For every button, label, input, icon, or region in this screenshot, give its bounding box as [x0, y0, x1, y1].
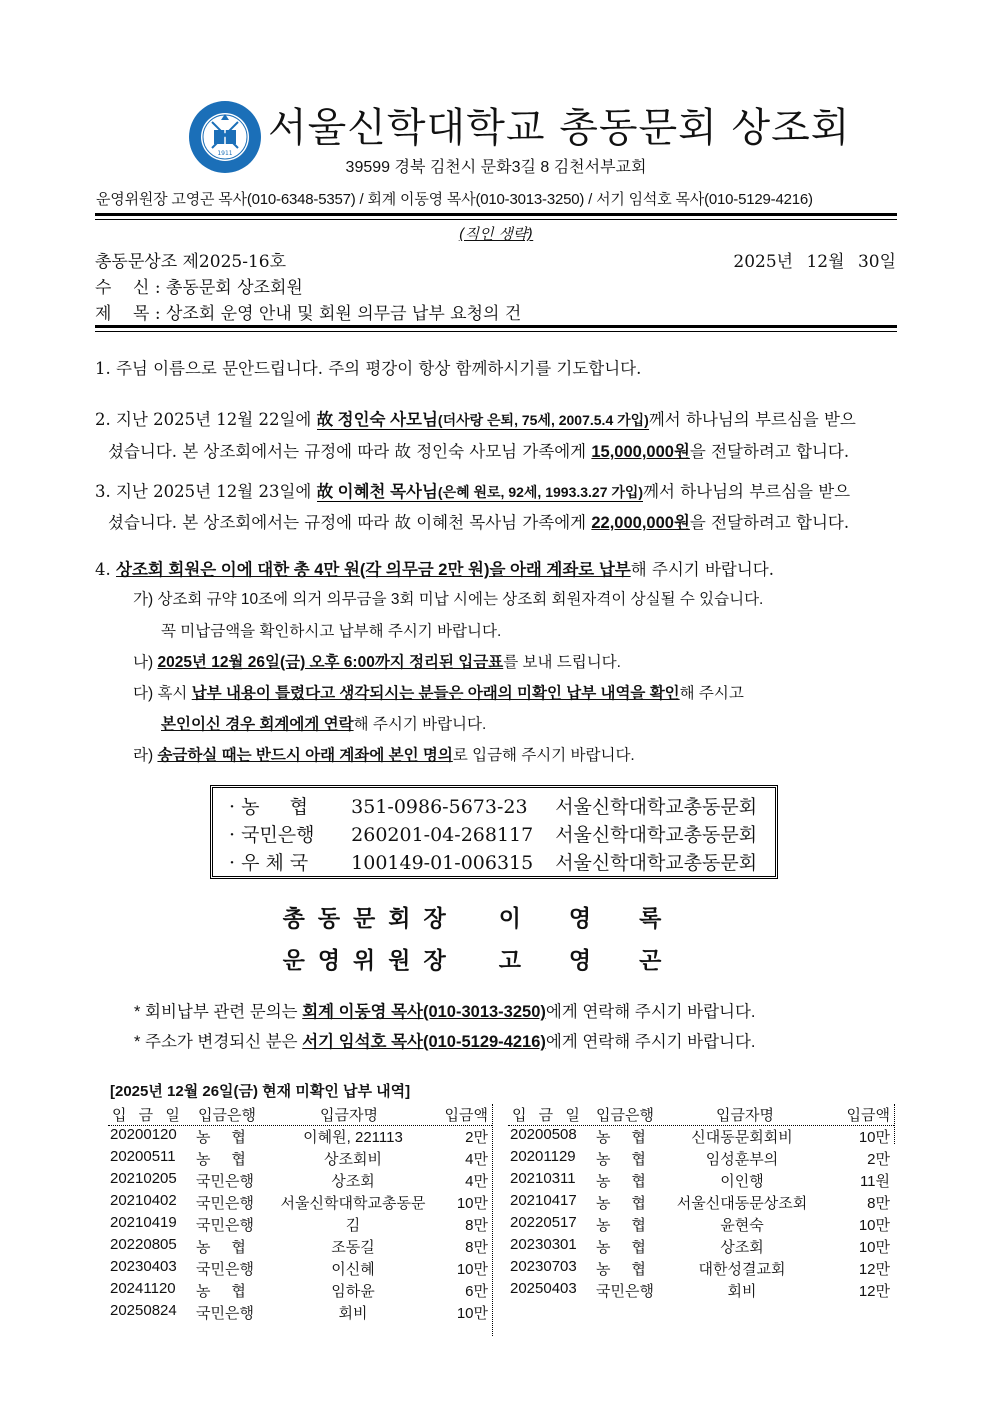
seal-omitted-note: (직인 생략)	[458, 225, 534, 243]
depositor-name: 회비	[727, 1283, 757, 1300]
table-row	[508, 1280, 894, 1302]
signature-committee-chair: 운영위원장 고영곤	[282, 948, 710, 974]
deposit-date: 20230703	[510, 1258, 577, 1275]
table-column-divider	[492, 1104, 493, 1336]
account-row: · 국민은행 260201-04-268117 서울신학대학교총동문회	[229, 824, 758, 846]
deposit-date: 20200120	[110, 1126, 177, 1143]
table-row	[108, 1258, 492, 1280]
deposit-bank: 농 협	[196, 1151, 246, 1168]
deposit-date: 20250403	[510, 1280, 577, 1297]
deposit-bank: 농 협	[596, 1239, 646, 1256]
paragraph-3-line-2: 셨습니다. 본 상조회에서는 규정에 따라 故 이혜천 목사님 가족에게 22,000,000원을 전달하려고 합니다.	[108, 513, 850, 532]
deposit-date: 20230403	[110, 1258, 177, 1275]
item-ga-line-1: 가) 상조회 규약 10조에 의거 의무금을 3회 미납 시에는 상조회 회원자격이 상실될 수 있습니다.	[133, 591, 764, 608]
depositor-name: 상조회비	[324, 1151, 382, 1168]
document-title: 서울신학대학교 총동문회 상조회	[268, 105, 851, 151]
paragraph-3-line-1: 3. 지난 2025년 12월 23일에 故 이혜천 목사님(은혜 원로, 92세, 1993.3.27 가입)께서 하나님의 부르심을 받으	[95, 482, 851, 501]
deposit-bank: 농 협	[196, 1283, 246, 1300]
account-row: · 우 체 국 100149-01-006315 서울신학대학교총동문회	[229, 852, 758, 874]
deposit-date: 20200511	[110, 1148, 176, 1165]
deposit-date: 20210402	[110, 1192, 177, 1209]
deposit-amount: 10만	[456, 1261, 488, 1278]
condolence-amount: 15,000,000원	[591, 443, 690, 461]
deposit-amount: 4만	[465, 1151, 488, 1168]
table-row	[508, 1126, 894, 1148]
deposit-bank: 국민은행	[196, 1261, 254, 1278]
organization-address: 39599 경북 김천시 문화3길 8 김천서부교회	[345, 159, 647, 176]
item-ga-line-2: 꼭 미납금액을 확인하시고 납부해 주시기 바랍니다.	[161, 623, 502, 640]
recipient-label: 수 신	[95, 278, 150, 298]
subject-label: 제 목	[95, 304, 150, 324]
table-row	[508, 1214, 894, 1236]
deposit-bank: 농 협	[596, 1129, 646, 1146]
table-row	[508, 1170, 894, 1192]
depositor-name: 상조회	[720, 1239, 764, 1256]
deposit-date: 20200508	[510, 1126, 577, 1143]
account-number: 100149-01-006315	[351, 852, 534, 874]
document-number: 총동문상조 제2025-16호	[95, 252, 286, 272]
table-header: 입 금 일 입금은행 입금자명 입금액	[508, 1104, 894, 1126]
deposit-amount: 6만	[465, 1283, 488, 1300]
deposit-amount: 10만	[858, 1217, 890, 1234]
deposit-date: 20220805	[110, 1236, 177, 1253]
deposit-date: 20241120	[110, 1280, 176, 1297]
deposit-amount: 10만	[858, 1239, 890, 1256]
staff-contact-line: 운영위원장 고영곤 목사(010-6348-5357) / 회계 이동영 목사(010-3013-3250) / 서기 임석호 목사(010-5129-4216)	[96, 191, 813, 208]
depositor-name: 김	[345, 1217, 361, 1234]
paragraph-2-line-1: 2. 지난 2025년 12월 22일에 故 정인숙 사모님(더사랑 은퇴, 75세, 2007.5.4 가입)께서 하나님의 부르심을 받으	[95, 410, 856, 429]
table-row	[108, 1236, 492, 1258]
paragraph-4: 4. 상조회 회원은 이에 대한 총 4만 원(각 의무금 2만 원)을 아래 계좌로 납부해 주시기 바랍니다.	[95, 560, 774, 579]
deposit-bank: 국민은행	[196, 1173, 254, 1190]
deposit-bank: 농 협	[596, 1261, 646, 1278]
subject-line	[95, 299, 521, 324]
unconfirmed-table-right	[508, 1104, 894, 1302]
table-row	[108, 1214, 492, 1236]
depositor-name: 대한성결교회	[698, 1261, 786, 1278]
deposit-amount: 8만	[465, 1239, 488, 1256]
table-row	[508, 1236, 894, 1258]
deposit-amount: 11원	[859, 1173, 890, 1190]
depositor-name: 신대동문회회비	[691, 1129, 793, 1146]
deposit-date: 20210417	[510, 1192, 577, 1209]
svg-text:1911: 1911	[217, 150, 233, 157]
depositor-name: 회비	[338, 1305, 368, 1322]
account-row: · 농 협 351-0986-5673-23 서울신학대학교총동문회	[229, 796, 758, 818]
depositor-name: 임성훈부의	[705, 1151, 779, 1168]
deceased-name: 故 이혜천 목사님	[316, 483, 438, 501]
deceased-detail: (은혜 원로, 92세, 1993.3.27 가입)	[437, 484, 644, 500]
deposit-date: 20210419	[110, 1214, 177, 1231]
subject-value: : 상조회 운영 안내 및 회원 의무금 납부 요청의 건	[154, 304, 522, 324]
deposit-bank: 농 협	[596, 1195, 646, 1212]
deposit-bank: 농 협	[596, 1217, 646, 1234]
depositor-name: 상조회	[331, 1173, 375, 1190]
deposit-bank: 농 협	[196, 1239, 246, 1256]
deposit-amount: 10만	[456, 1195, 488, 1212]
table-row	[108, 1170, 492, 1192]
note-payment-inquiry: * 회비납부 관련 문의는 회계 이동영 목사(010-3013-3250)에게 연락해 주시기 바랍니다.	[134, 1003, 756, 1021]
deposit-bank: 국민은행	[196, 1305, 254, 1322]
table-row	[508, 1148, 894, 1170]
deposit-date: 20250824	[110, 1302, 177, 1319]
deposit-amount: 12만	[858, 1283, 890, 1300]
table-right-edge	[894, 1104, 895, 1144]
depositor-name: 서울신학대학교총동문	[280, 1195, 426, 1212]
table-row	[108, 1302, 492, 1324]
table-row	[108, 1148, 492, 1170]
depositor-name: 윤현숙	[720, 1217, 764, 1234]
note-address-change: * 주소가 변경되신 분은 서기 임석호 목사(010-5129-4216)에게 연락해 주시기 바랍니다.	[134, 1033, 756, 1051]
unconfirmed-payments-title: [2025년 12월 26일(금) 현재 미확인 납부 내역]	[110, 1083, 411, 1100]
deposit-amount: 2만	[867, 1151, 890, 1168]
depositor-name: 이신혜	[331, 1261, 375, 1278]
deceased-name: 故 정인숙 사모님	[316, 411, 438, 429]
paragraph-1: 1. 주님 이름으로 문안드립니다. 주의 평강이 항상 함께하시기를 기도합니다.	[95, 359, 642, 378]
deposit-date: 20201129	[510, 1148, 576, 1165]
depositor-name: 임하윤	[331, 1283, 375, 1300]
depositor-name: 이혜원, 221113	[303, 1129, 403, 1146]
deceased-detail: (더사랑 은퇴, 75세, 2007.5.4 가입)	[437, 412, 649, 428]
signature-president: 총동문회장 이영록	[282, 906, 710, 932]
subject-divider	[95, 325, 897, 332]
deposit-bank: 농 협	[596, 1151, 646, 1168]
deposit-bank: 농 협	[196, 1129, 246, 1146]
item-ra: 라) 송금하실 때는 반드시 아래 계좌에 본인 명의로 입금해 주시기 바랍니다.	[133, 747, 635, 764]
payment-request: 상조회 회원은 이에 대한 총 4만 원(각 의무금 2만 원)을 아래 계좌로 납부	[116, 561, 631, 579]
deposit-date: 20210311	[510, 1170, 576, 1187]
recipient-line	[95, 273, 303, 298]
table-row	[108, 1280, 492, 1302]
deposit-amount: 8만	[465, 1217, 488, 1234]
document-date: 2025년 12월 30일	[733, 252, 896, 272]
deposit-bank: 국민은행	[196, 1217, 254, 1234]
deposit-amount: 10만	[456, 1305, 488, 1322]
account-number: 351-0986-5673-23	[351, 796, 528, 818]
item-da-line-2: 본인이신 경우 회계에게 연락해 주시기 바랍니다.	[161, 716, 487, 733]
table-row	[508, 1192, 894, 1214]
bank-accounts-box	[210, 785, 778, 879]
table-row	[108, 1192, 492, 1214]
header-divider	[95, 213, 897, 220]
unconfirmed-table-left	[108, 1104, 492, 1324]
deposit-bank: 국민은행	[596, 1283, 654, 1300]
deposit-amount: 4만	[465, 1173, 488, 1190]
deposit-bank: 국민은행	[196, 1195, 254, 1212]
table-row	[108, 1126, 492, 1148]
depositor-name: 서울신대동문상조회	[676, 1195, 808, 1212]
condolence-amount: 22,000,000원	[591, 514, 690, 532]
table-header: 입 금 일 입금은행 입금자명 입금액	[108, 1104, 492, 1126]
account-number: 260201-04-268117	[351, 824, 534, 846]
deposit-bank: 농 협	[596, 1173, 646, 1190]
item-da-line-1: 다) 혹시 납부 내용이 틀렸다고 생각되시는 분들은 아래의 미확인 납부 내역을 확인해 주시고	[133, 685, 744, 702]
item-na: 나) 2025년 12월 26일(금) 오후 6:00까지 정리된 입금표를 보내 드립니다.	[133, 654, 621, 671]
depositor-name: 조동길	[331, 1239, 375, 1256]
depositor-name: 이인행	[720, 1173, 764, 1190]
deposit-amount: 2만	[465, 1129, 488, 1146]
deposit-date: 20230301	[510, 1236, 577, 1253]
deposit-date: 20210205	[110, 1170, 177, 1187]
deposit-amount: 8만	[867, 1195, 890, 1212]
table-row	[508, 1258, 894, 1280]
deposit-amount: 10만	[858, 1129, 890, 1146]
paragraph-2-line-2: 셨습니다. 본 상조회에서는 규정에 따라 故 정인숙 사모님 가족에게 15,000,000원을 전달하려고 합니다.	[108, 442, 850, 461]
deposit-amount: 12만	[858, 1261, 890, 1278]
deposit-date: 20220517	[510, 1214, 577, 1231]
recipient-value: : 총동문회 상조회원	[154, 278, 303, 298]
